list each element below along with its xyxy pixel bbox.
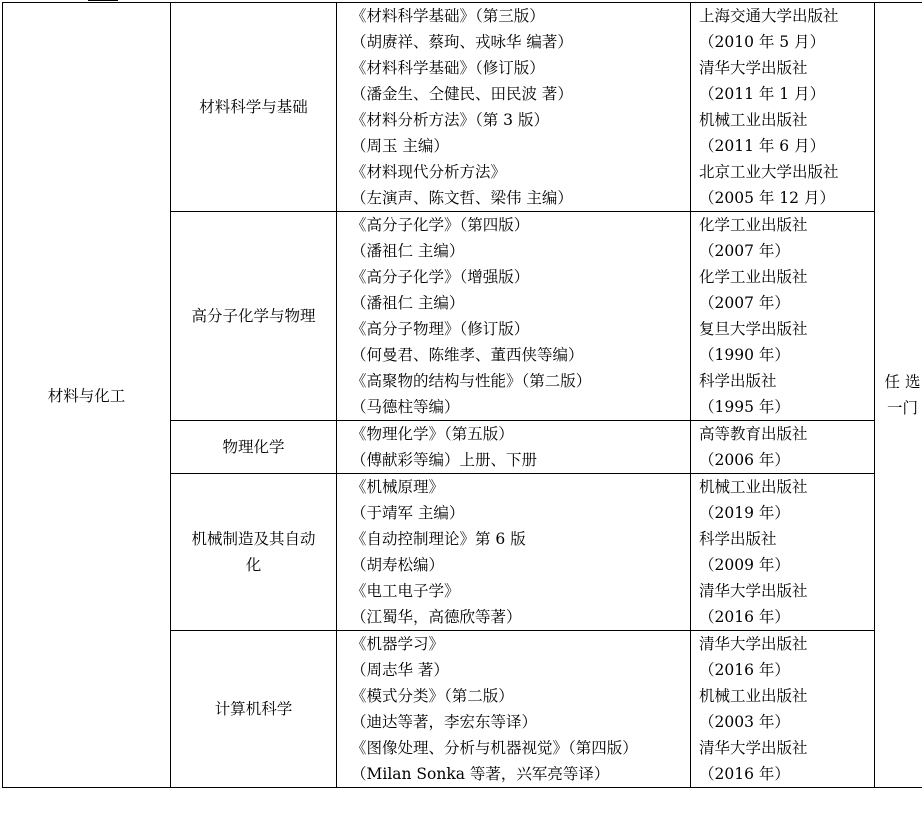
subject-label: 物理化学 xyxy=(222,438,285,456)
subject-cell xyxy=(171,3,337,212)
publisher-line: 清华大学出版社 xyxy=(699,635,808,653)
books-cell xyxy=(337,212,691,421)
publisher-line: 机械工业出版社 xyxy=(699,478,808,496)
publisher-line: （2003 年） xyxy=(699,713,790,731)
book-line: （周玉 主编） xyxy=(351,137,449,155)
book-line: （潘金生、仝健民、田民波 著） xyxy=(351,85,573,103)
book-line: （傅献彩等编）上册、下册 xyxy=(351,451,538,469)
book-line: （迪达等著，李宏东等译） xyxy=(351,713,538,731)
publisher-line: （2006 年） xyxy=(699,451,790,469)
book-line: 《模式分类》（第二版） xyxy=(351,687,514,705)
publisher-line: （2019 年） xyxy=(699,504,790,522)
top-border-fragment xyxy=(88,0,118,1)
book-line: （潘祖仁 主编） xyxy=(351,242,465,260)
book-line: 《高分子化学》（增强版） xyxy=(351,268,530,286)
book-line: 《高分子化学》（第四版） xyxy=(351,216,530,234)
publisher-line: （2010 年 5 月） xyxy=(699,33,826,51)
subject-label: 高分子化学与物理 xyxy=(191,307,316,325)
subject-label: 材料科学与基础 xyxy=(199,98,308,116)
publisher-line: （2016 年） xyxy=(699,661,790,679)
publisher-line: （2007 年） xyxy=(699,294,790,312)
books-cell xyxy=(337,631,691,788)
publisher-line: （2011 年 6 月） xyxy=(699,137,826,155)
selection-note-cell: 任 选 一门 xyxy=(875,3,922,788)
publisher-line: 北京工业大学出版社 xyxy=(699,163,839,181)
publisher-line: （2011 年 1 月） xyxy=(699,85,826,103)
book-line: （于靖军 主编） xyxy=(351,504,465,522)
subject-cell xyxy=(171,474,337,631)
publisher-cell xyxy=(691,474,875,631)
reference-book-table xyxy=(2,2,922,788)
publisher-line: （2009 年） xyxy=(699,556,790,574)
publisher-line: 清华大学出版社 xyxy=(699,582,808,600)
publisher-line: （2016 年） xyxy=(699,765,790,783)
book-line: 《高分子物理》（修订版） xyxy=(351,320,530,338)
book-line: （Milan Sonka 等著，兴军亮等译） xyxy=(351,765,610,783)
subject-cell xyxy=(171,212,337,421)
book-line: （何曼君、陈维孝、董西侠等编） xyxy=(351,346,584,364)
publisher-line: 上海交通大学出版社 xyxy=(699,7,839,25)
book-line: 《机械原理》 xyxy=(351,478,445,496)
publisher-line: 清华大学出版社 xyxy=(699,739,808,757)
publisher-cell xyxy=(691,212,875,421)
book-line: （左演声、陈文哲、梁伟 主编） xyxy=(351,189,573,207)
book-line: 《自动控制理论》第 6 版 xyxy=(351,530,526,548)
subject-label: 计算机科学 xyxy=(214,700,293,718)
books-cell xyxy=(337,421,691,474)
subject-cell xyxy=(171,631,337,788)
publisher-line: 化学工业出版社 xyxy=(699,268,808,286)
book-line: 《高聚物的结构与性能》（第二版） xyxy=(351,372,592,390)
book-line: （马德柱等编） xyxy=(351,398,460,416)
publisher-line: 机械工业出版社 xyxy=(699,111,808,129)
category-cell: 材料与化工 xyxy=(3,3,171,788)
book-line: 《图像处理、分析与机器视觉》（第四版） xyxy=(351,739,638,757)
publisher-line: 清华大学出版社 xyxy=(699,59,808,77)
books-cell xyxy=(337,3,691,212)
book-line: 《物理化学》（第五版） xyxy=(351,425,514,443)
publisher-line: （1990 年） xyxy=(699,346,790,364)
publisher-line: 复旦大学出版社 xyxy=(699,320,808,338)
book-line: （周志华 著） xyxy=(351,661,449,679)
book-line: （江蜀华，高德欣等著） xyxy=(351,608,522,626)
publisher-cell xyxy=(691,3,875,212)
publisher-line: （2007 年） xyxy=(699,242,790,260)
publisher-cell xyxy=(691,421,875,474)
publisher-line: （2005 年 12 月） xyxy=(699,189,835,207)
book-line: （潘祖仁 主编） xyxy=(351,294,465,312)
publisher-line: 高等教育出版社 xyxy=(699,425,808,443)
table-row xyxy=(3,3,922,212)
subject-cell xyxy=(171,421,337,474)
publisher-line: （1995 年） xyxy=(699,398,790,416)
publisher-line: 机械工业出版社 xyxy=(699,687,808,705)
book-line: （胡寿松编） xyxy=(351,556,445,574)
publisher-line: （2016 年） xyxy=(699,608,790,626)
subject-label: 机械制造及其自动化 xyxy=(191,530,316,574)
books-cell xyxy=(337,474,691,631)
book-line: 《材料科学基础》（第三版） xyxy=(351,7,545,25)
publisher-cell xyxy=(691,631,875,788)
book-line: 《材料分析方法》（第 3 版） xyxy=(351,111,549,129)
book-line: 《材料科学基础》（修订版） xyxy=(351,59,545,77)
publisher-line: 科学出版社 xyxy=(699,530,777,548)
book-line: 《电工电子学》 xyxy=(351,582,460,600)
publisher-line: 科学出版社 xyxy=(699,372,777,390)
book-line: 《机器学习》 xyxy=(351,635,445,653)
publisher-line: 化学工业出版社 xyxy=(699,216,808,234)
book-line: 《材料现代分析方法》 xyxy=(351,163,507,181)
book-line: （胡赓祥、蔡珣、戎咏华 编著） xyxy=(351,33,573,51)
